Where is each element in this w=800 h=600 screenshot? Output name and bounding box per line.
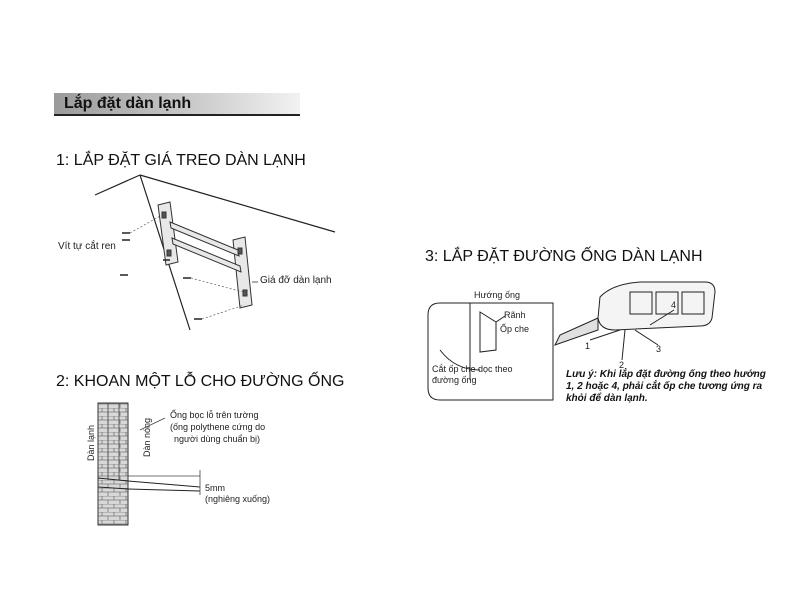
step1-title: 1: LẮP ĐẶT GIÁ TREO DÀN LẠNH — [56, 152, 306, 169]
label-direction-4: 4 — [671, 300, 677, 310]
label-cover: Ốp che — [500, 324, 530, 334]
step3-note: Lưu ý: Khi lắp đặt đường ống theo hướng 1, 2 hoặc 4, phải cắt ốp che tương ứng ra khỏi để dàn lạnh. — [566, 369, 766, 404]
step3-title: 3: LẮP ĐẶT ĐƯỜNG ỐNG DÀN LẠNH — [425, 248, 703, 265]
label-direction-3: 3 — [656, 344, 662, 354]
step1-wall-lines — [95, 175, 335, 330]
label-groove: Rãnh — [504, 310, 526, 320]
label-pipe-sleeve-detail-2: người dùng chuẩn bị) — [174, 434, 260, 444]
step2-title: 2: KHOAN MỘT LỖ CHO ĐƯỜNG ỐNG — [56, 373, 345, 390]
label-slope-detail: (nghiêng xuống) — [205, 494, 271, 504]
step2-brick-wall — [98, 403, 128, 525]
label-direction-2: 2 — [619, 360, 625, 370]
label-screws: Vít tự cắt ren — [58, 241, 116, 252]
label-pipe-direction: Hướng ống — [474, 290, 520, 300]
step3-detail-box — [428, 303, 553, 400]
label-direction-1: 1 — [585, 341, 591, 351]
label-pipe-sleeve: Ống bọc lỗ trên tường — [170, 410, 259, 420]
label-cut-cover-2: đường ống — [432, 375, 477, 385]
label-cut-cover-1: Cắt ốp che dọc theo — [432, 364, 513, 374]
section-header-title: Lắp đặt dàn lạnh — [64, 95, 192, 112]
step1-mounting-bracket — [158, 202, 252, 308]
step3-indoor-unit — [555, 282, 715, 345]
label-pipe-sleeve-detail-1: (ống polythene cứng do — [170, 422, 266, 432]
label-bracket: Giá đỡ dàn lạnh — [260, 275, 332, 286]
label-outdoor-side: Dàn nóng — [142, 418, 152, 458]
label-indoor-side: Dàn lạnh — [86, 425, 96, 462]
label-slope: 5mm — [205, 483, 225, 493]
